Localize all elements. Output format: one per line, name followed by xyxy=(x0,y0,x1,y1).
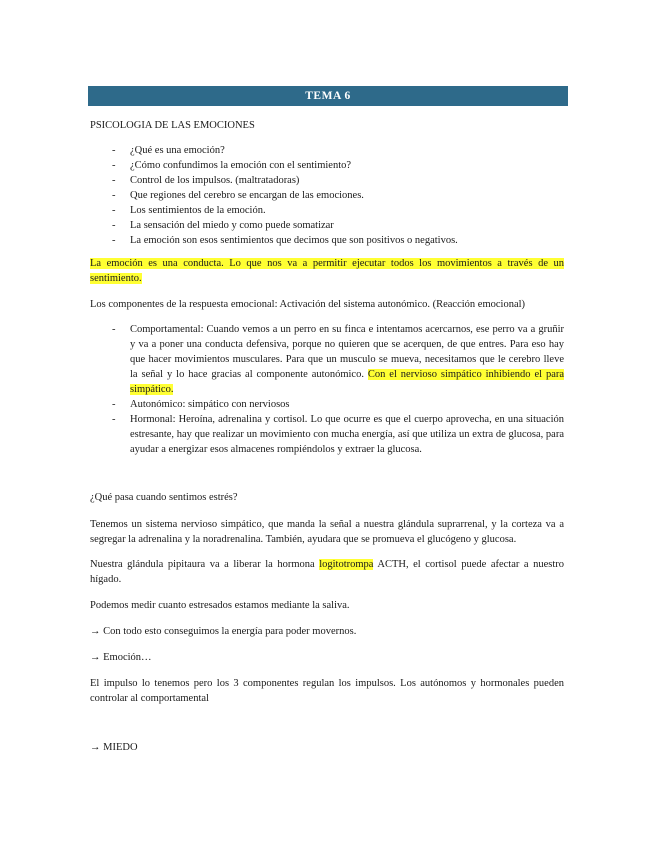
arrow-icon: → xyxy=(90,626,101,637)
saliva-paragraph: Podemos medir cuanto estresados estamos mediante la saliva. xyxy=(90,600,350,611)
comportamental-text: Comportamental: Cuando vemos a un perro en su finca e intentamos acercarnos, ese perro va a gruñir y va a poner una conducta defensiva, porque no quieren que se acerquen, de que entres. Para eso hay que hacer movimientos musculares. Para que un musculo se mueva, necesitamos que le cerebro lleve la señal y lo hace gracias al componente autonómico. xyxy=(130,324,564,380)
highlight-paragraph xyxy=(90,256,564,286)
dash-bullet: - xyxy=(112,324,116,335)
list-item: - Que regiones del cerebro se encargan de las emociones. xyxy=(112,190,364,201)
pituitary-paragraph: Nuestra glándula pipitaura va a liberar la hormona logitotrompa ACTH, el cortisol puede afectar a nuestro hígado. xyxy=(90,559,564,585)
components-intro: Los componentes de la respuesta emocional: Activación del sistema autonómico. (Reacción emocional) xyxy=(90,299,526,310)
list-item: - ¿Qué es una emoción? xyxy=(112,145,225,156)
stress-question: ¿Qué pasa cuando sentimos estrés? xyxy=(90,492,238,503)
highlighted-text: La emoción es una conducta. Lo que nos va a permitir ejecutar todos los movimientos a través de un sentimiento. xyxy=(90,258,564,284)
list-item xyxy=(90,322,564,397)
list-item: - Los sentimientos de la emoción. xyxy=(112,205,266,216)
stress-paragraph: Tenemos un sistema nervioso simpático, que manda la señal a nuestra glándula suprarrenal, y la corteza va a segregar la adrenalina y la noradrenalina. También, ayudara que se promueva el glucógeno y glucosa. xyxy=(90,519,564,545)
questions-list xyxy=(90,143,564,248)
arrow-line-fear: → MIEDO xyxy=(90,742,138,753)
components-list xyxy=(90,322,564,457)
impulse-paragraph: El impulso lo tenemos pero los 3 componentes regulan los impulsos. Los autónomos y hormonales pueden controlar al comportamental xyxy=(90,678,564,704)
arrow-line-emotion: → Emoción… xyxy=(90,652,152,663)
list-item: - Autonómico: simpático con nerviosos xyxy=(112,399,290,410)
dash-bullet: - xyxy=(112,145,116,156)
dash-bullet: - xyxy=(112,190,116,201)
chapter-banner: TEMA 6 xyxy=(88,86,568,106)
list-item: - ¿Cómo confundimos la emoción con el sentimiento? xyxy=(112,160,352,171)
list-item: - Hormonal: Heroína, adrenalina y cortisol. Lo que ocurre es que el cuerpo aprovecha, en una situación estresante, hay que realizar un movimiento con mucha energía, así que utiliza un extra de glucosa, para ayudar a energizar esos almacenes rompiéndolos y extraer la glucosa. xyxy=(112,414,564,455)
section-title: PSICOLOGIA DE LAS EMOCIONES xyxy=(90,120,255,131)
highlighted-text: Con el nervioso simpático inhibiendo el para simpático. xyxy=(130,369,565,395)
list-item: - Control de los impulsos. (maltratadoras) xyxy=(112,175,300,186)
arrow-icon: → xyxy=(90,652,101,663)
dash-bullet: - xyxy=(112,220,116,231)
list-item: - La emoción son esos sentimientos que decimos que son positivos o negativos. xyxy=(112,235,458,246)
list-item: - La sensación del miedo y como puede somatizar xyxy=(112,220,334,231)
arrow-icon: → xyxy=(90,742,101,753)
dash-bullet: - xyxy=(112,235,116,246)
dash-bullet: - xyxy=(112,399,116,410)
dash-bullet: - xyxy=(112,205,116,216)
dash-bullet: - xyxy=(112,175,116,186)
dash-bullet: - xyxy=(112,160,116,171)
highlighted-text: logitotrompa xyxy=(319,559,374,570)
arrow-line-energy: → Con todo esto conseguimos la energía para poder movernos. xyxy=(90,626,357,637)
dash-bullet: - xyxy=(112,414,116,425)
